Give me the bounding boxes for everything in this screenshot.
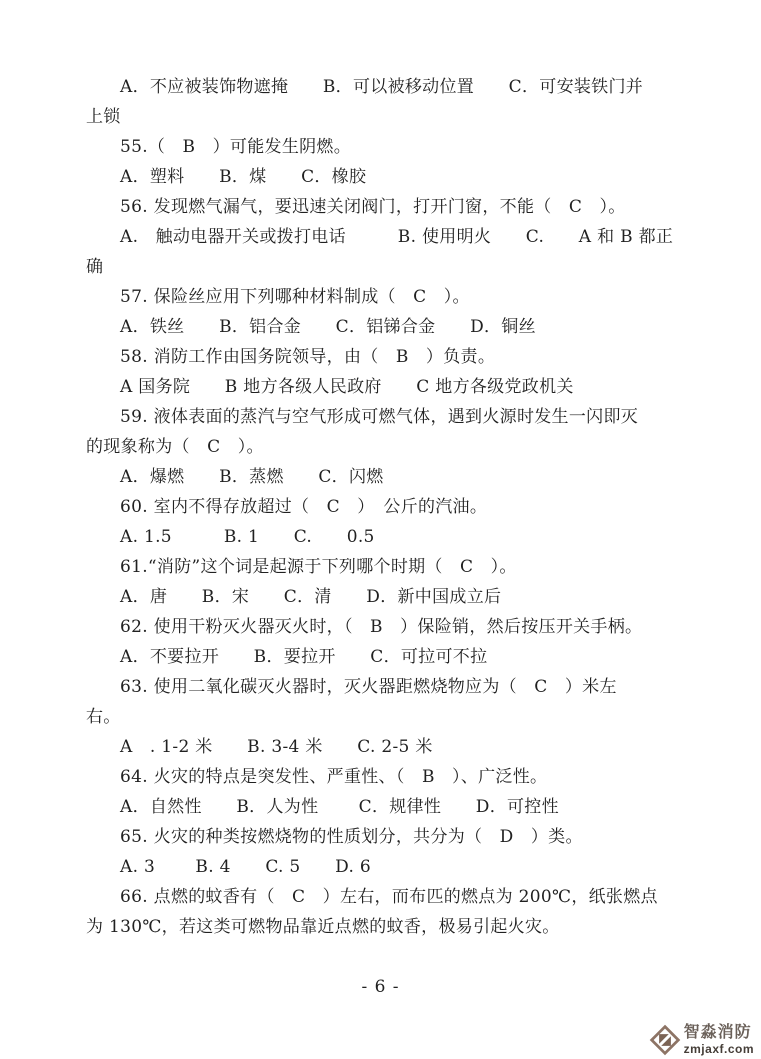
text-line: 66. 点燃的蚊香有（ C ）左右，而布匹的燃点为 200℃，纸张燃点 xyxy=(120,887,658,907)
brand-logo xyxy=(649,1024,754,1056)
brand-domain: zmjaxf.com xyxy=(683,1042,754,1056)
text-line: A. 1.5 B. 1 C. 0.5 xyxy=(120,527,375,547)
text-line: A．爆燃 B．蒸燃 C．闪燃 xyxy=(120,467,384,487)
text-line: 64. 火灾的特点是突发性、严重性、（ B ）、广泛性。 xyxy=(120,767,548,787)
text-line: 59. 液体表面的蒸汽与空气形成可燃气体，遇到火源时发生一闪即灭 xyxy=(120,407,639,427)
text-line: A．自然性 B．人为性 C．规律性 D．可控性 xyxy=(120,797,559,817)
text-line: 确 xyxy=(86,257,104,277)
text-line: A . 1-2 米 B. 3-4 米 C. 2-5 米 xyxy=(120,737,433,757)
text-line: 的现象称为（ C ）。 xyxy=(86,437,264,457)
text-line: A．不要拉开 B．要拉开 C．可拉可不拉 xyxy=(120,647,488,667)
page-number: - 6 - xyxy=(361,977,400,997)
text-line: 62. 使用干粉灭火器灭火时，（ B ）保险销，然后按压开关手柄。 xyxy=(120,617,643,637)
text-line: 61.“消防”这个词是起源于下列哪个时期（ C ）。 xyxy=(120,557,517,577)
text-line: A. 3 B. 4 C. 5 D. 6 xyxy=(120,857,371,877)
text-line: 60. 室内不得存放超过（ C ） 公斤的汽油。 xyxy=(120,497,488,517)
text-line: A．唐 B．宋 C．清 D．新中国成立后 xyxy=(120,587,502,607)
brand-logo-text xyxy=(684,1025,754,1055)
text-line: 55.（ B ）可能发生阴燃。 xyxy=(120,137,352,157)
diamond-z-logo-icon xyxy=(649,1024,681,1056)
brand-name: 智淼消防 xyxy=(683,1024,752,1041)
text-line: A．不应被装饰物遮掩 B．可以被移动位置 C．可安装铁门并 xyxy=(120,77,644,97)
text-line: 56. 发现燃气漏气，要迅速关闭阀门，打开门窗，不能（ C ）。 xyxy=(120,197,626,217)
text-line: 为 130℃，若这类可燃物品靠近点燃的蚊香，极易引起火灾。 xyxy=(86,917,560,937)
text-line: A．铁丝 B．铝合金 C．铝锑合金 D．铜丝 xyxy=(120,317,536,337)
text-line: 65. 火灾的种类按燃烧物的性质划分，共分为（ D ）类。 xyxy=(120,827,583,847)
text-line: A．塑料 B．煤 C．橡胶 xyxy=(120,167,367,187)
text-line: 63. 使用二氧化碳灭火器时，灭火器距燃烧物应为（ C ）米左 xyxy=(120,677,617,697)
text-line: 上锁 xyxy=(86,107,121,127)
text-line: A 国务院 B 地方各级人民政府 C 地方各级党政机关 xyxy=(120,377,574,397)
text-line: A. 触动电器开关或拨打电话 B. 使用明火 C. A 和 B 都正 xyxy=(120,227,674,247)
text-line: 57. 保险丝应用下列哪种材料制成（ C ）。 xyxy=(120,287,470,307)
exam-body-text xyxy=(86,72,678,942)
text-line: 58. 消防工作由国务院领导，由（ B ）负责。 xyxy=(120,347,496,367)
text-line: 右。 xyxy=(86,707,121,727)
